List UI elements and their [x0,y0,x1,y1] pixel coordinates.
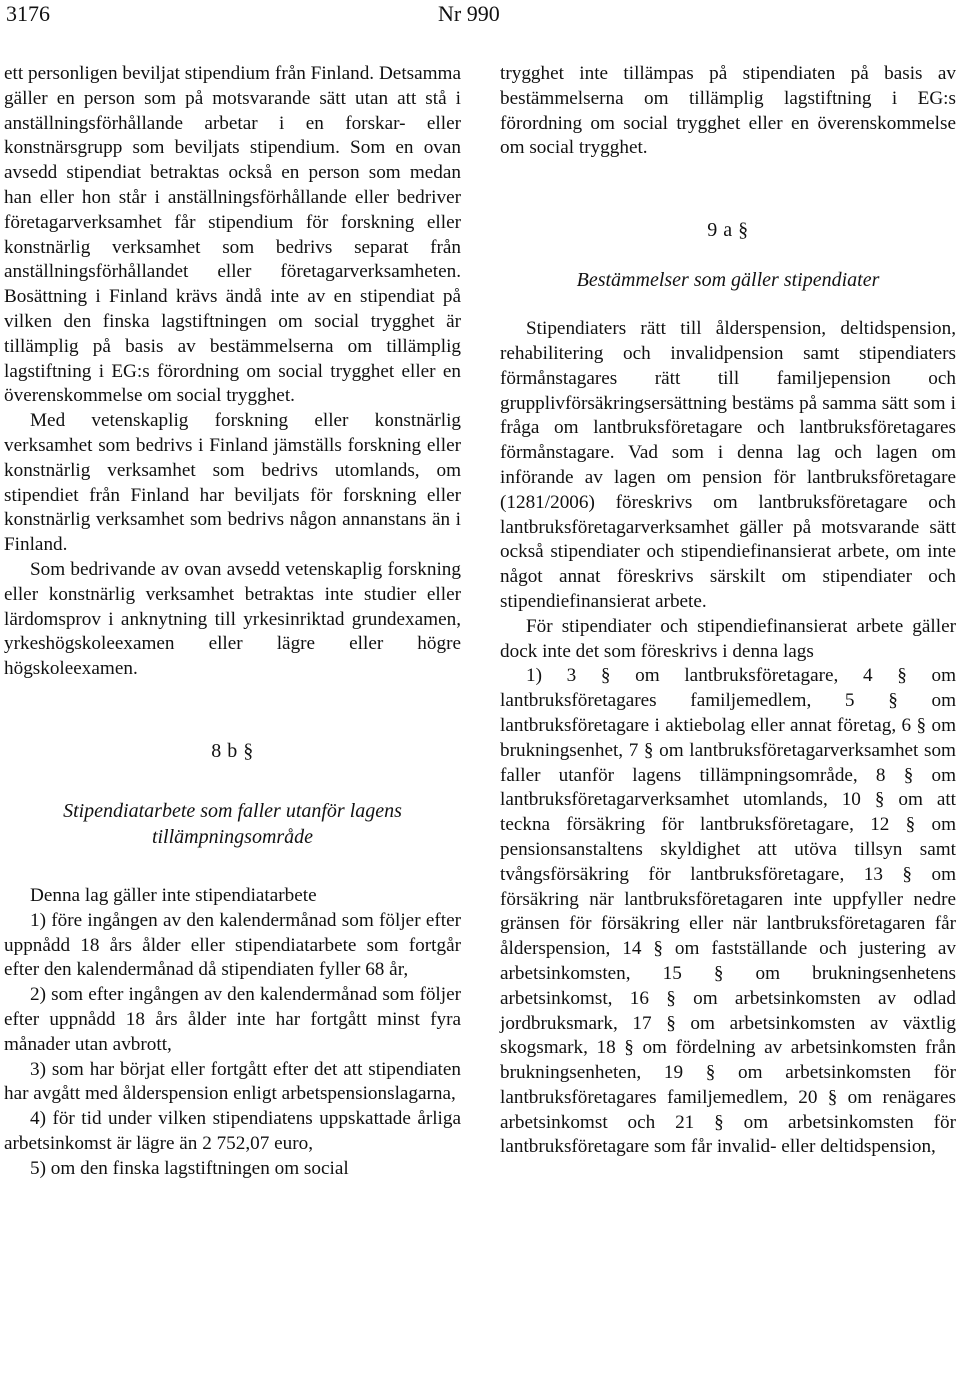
page-header [0,0,960,36]
issue-number: Nr 990 [438,1,500,26]
list-item: 1) före ingången av den kalendermånad som följer efter uppnådd 18 års ålder eller stipendiatarbete som fortgår efter den kalendermånad då stipendiaten fyller 68 år, [4,909,461,981]
right-paragraph-1: trygghet inte tillämpas på stipendiaten på basis av bestämmelserna om tillämplig lagstiftning i EG:s förordning om social trygghet eller en överenskommelse om social trygghet. [500,63,956,159]
spacer [4,764,461,798]
spacer [4,850,461,884]
left-paragraph-1: ett personligen beviljat stipendium från Finland. Detsamma gäller en person som på motsvarande sätt utan att stå i anställningsförhållande arbetar i en forskar- eller konstnärsgrupp som beviljats stipendium. Som en ovan avsedd stipendiat betraktas också en person som medan han eller hon står i anställningsförhållande eller bedriver företagarverksamhet får stipendium för forskning eller konstnärlig verksamhet som bedrivs separat från anställningsförhållandet eller företagarverksamheten. Bosättning i Finland krävs ändå inte av en stipendiat på vilken den finska lagstiftningen om social trygghet är tillämplig på basis av bestämmelserna om tillämplig lagstiftning i EG:s förordning om social trygghet eller en överenskommelse om social trygghet. [4,63,461,407]
left-paragraph-2: Med vetenskaplig forskning eller konstnärlig verksamhet som bedrivs i Finland jämställs forskning eller konstnärlig verksamhet som bedrivs utomlands, om stipendiet från Finland har beviljats för forskning eller konstnärlig verksamhet som bedrivs någon annanstans än i Finland. [4,410,461,556]
section-8b-number: 8 b § [211,739,254,762]
right-paragraph-2: Stipendiaters rätt till ålderspension, deltidspension, rehabilitering och invalidpension samt stipendiaters förmånstagares rätt till familjepension och grupplivförsäkringsersättning bestäms på samma sätt som i fråga om lantbruksföretagare och lantbruksföretagares förmånstagare. Vad som i denna lag och lagen om införande av lagen om pension för lantbruksföretagare (1281/2006) föreskrivs om lantbruksföretagare och lantbruksföretagarverksamhet gäller på motsvarande sätt också stipendiater och stipendiefinansierat arbete, om inte något annat föreskrivs särskilt om stipendiater och stipendiefinansierat arbete. [500,318,956,612]
section-9a-number: 9 a § [707,219,749,242]
spacer [500,293,956,317]
list-item: 2) som efter ingången av den kalendermånad som följer efter uppnådd 18 års ålder inte har fortgått minst fyra månader utan avbrott, [4,984,461,1055]
list-item: 4) för tid under vilken stipendiatens uppskattade årliga arbetsinkomst är lägre än 2 752,07 euro, [4,1108,461,1154]
section-8b-title: Stipendiatarbete som faller utanför lagens tillämpningsområde [63,799,402,848]
spacer [4,682,461,738]
spacer [500,243,956,267]
list-item: 5) om den finska lagstiftningen om social [30,1157,349,1179]
list-item: 3) som har börjat eller fortgått efter det att stipendiaten har avgått med ålderspension enligt arbetspensionslagarna, [4,1058,461,1105]
section-9a-title: Bestämmelser som gäller stipendiater [576,269,880,292]
left-column [4,62,461,1181]
spacer [500,161,956,217]
right-column [500,62,956,1160]
left-paragraph-3: Som bedrivande av ovan avsedd vetenskaplig forskning eller konstnärlig verksamhet betraktas inte studier eller lärdomsprov i anknytning till yrkesinriktad grundexamen, yrkeshögskoleexamen eller lägre eller högre högskoleexamen. [4,558,461,680]
page-number: 3176 [6,1,50,26]
right-paragraph-3: För stipendiater och stipendiefinansierat arbete gäller dock inte det som föreskrivs i denna lags [500,615,956,662]
section-8b-intro: Denna lag gäller inte stipendiatarbete [30,884,317,906]
right-paragraph-4: 1) 3 § om lantbruksföretagare, 4 § om lantbruksföretagares familjemedlem, 5 § om lantbruksföretagare i aktiebolag eller annat företag, 6 § om brukningsenhet, 7 § om lantbruksföretagarverksamhet som faller utanför lagens tillämpningsområde, 8 § om lantbruksföretagarverksamhet utomlands, 10 § om att teckna försäkring för lantbruksföretagare, 12 § om pensionsanstaltens skyldighet att utöva tillsyn samt tvångsförsäkring för lantbruksföretagare, 13 § om försäkring när lantbruksföretagaren inte uppfyller nedre gränsen för försäkring eller när lantbruksföretagaren får ålderspension, 14 § om fastställande och justering av arbetsinkomsten, 15 § om brukningsenhetens arbetsinkomst, 16 § om arbetsinkomsten av odlad jordbruksmark, 17 § om arbetsinkomsten av växtlig skogsmark, 18 § om fördelning av arbetsinkomsten från brukningsenheten, 19 § om arbetsinkomsten för lantbruksföretagares familjemedlem, 20 § om renägares arbetsinkomst och 21 § om arbetsinkomsten för lantbruksföretagare som får invalid- eller deltidspension, [500,665,956,1158]
